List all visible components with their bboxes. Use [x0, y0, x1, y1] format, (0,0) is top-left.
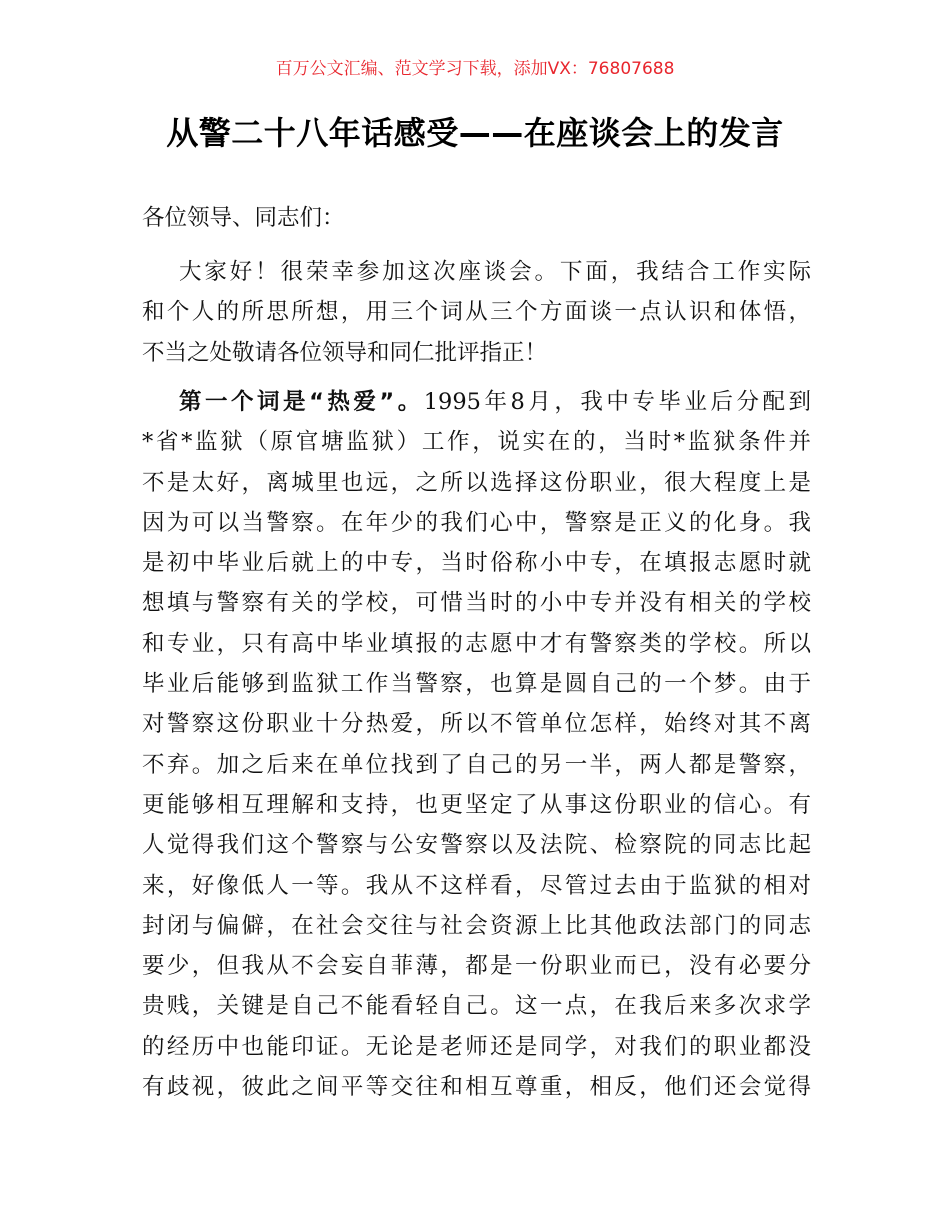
paragraph-line: 贵贱，关键是自己不能看轻自己。这一点，在我后来多次求学 — [142, 993, 811, 1020]
header-promo-note: 百万公文汇编、范文学习下载，添加VX：76807688 — [275, 59, 675, 79]
paragraph-line: 大家好！很荣幸参加这次座谈会。下面，我结合工作实际 — [179, 259, 811, 285]
paragraph-line: 和专业，只有高中毕业填报的志愿中才有警察类的学校。所以 — [142, 630, 811, 657]
paragraph-line: 人觉得我们这个警察与公安警察以及法院、检察院的同志比起 — [142, 832, 811, 859]
paragraph-line: 来，好像低人一等。我从不这样看，尽管过去由于监狱的相对 — [142, 872, 811, 899]
section-heading-love: 第一个词是“热爱”。 — [179, 389, 424, 415]
paragraph-line: 不当之处敬请各位领导和同仁批评指正！ — [142, 339, 548, 366]
paragraph-line: 是初中毕业后就上的中专，当时俗称小中专，在填报志愿时就 — [142, 550, 811, 577]
paragraph-line: 更能够相互理解和支持，也更坚定了从事这份职业的信心。有 — [142, 791, 811, 818]
paragraph-love — [142, 382, 811, 1107]
paragraph-line — [142, 382, 811, 422]
paragraph-line: 和个人的所思所想，用三个词从三个方面谈一点认识和体悟， — [142, 299, 811, 326]
paragraph-line: 要少，但我从不会妄自菲薄，都是一份职业而已，没有必要分 — [142, 953, 811, 980]
paragraph-intro — [142, 252, 811, 373]
paragraph-line: 封闭与偏僻，在社会交往与社会资源上比其他政法部门的同志 — [142, 912, 811, 939]
paragraph-line: 的经历中也能印证。无论是老师还是同学，对我们的职业都没 — [142, 1033, 811, 1060]
paragraph-line: 想填与警察有关的学校，可惜当时的小中专并没有相关的学校 — [142, 590, 811, 617]
paragraph-line: 不是太好，离城里也远，之所以选择这份职业，很大程度上是 — [142, 469, 811, 496]
paragraph-line: 毕业后能够到监狱工作当警察，也算是圆自己的一个梦。由于 — [142, 671, 811, 698]
paragraph-line: 不弃。加之后来在单位找到了自己的另一半，两人都是警察， — [142, 751, 811, 778]
salutation: 各位领导、同志们： — [142, 205, 345, 231]
page-title: 从警二十八年话感受——在座谈会上的发言 — [166, 114, 784, 152]
paragraph-line: 有歧视，彼此之间平等交往和相互尊重，相反，他们还会觉得 — [142, 1074, 811, 1101]
paragraph-line: 因为可以当警察。在年少的我们心中，警察是正义的化身。我 — [142, 509, 811, 536]
paragraph-line: 对警察这份职业十分热爱，所以不管单位怎样，始终对其不离 — [142, 711, 811, 738]
paragraph-line-text: 1995年8月，我中专毕业后分配到 — [423, 389, 812, 415]
paragraph-line: *省*监狱（原官塘监狱）工作，说实在的，当时*监狱条件并 — [142, 429, 811, 456]
